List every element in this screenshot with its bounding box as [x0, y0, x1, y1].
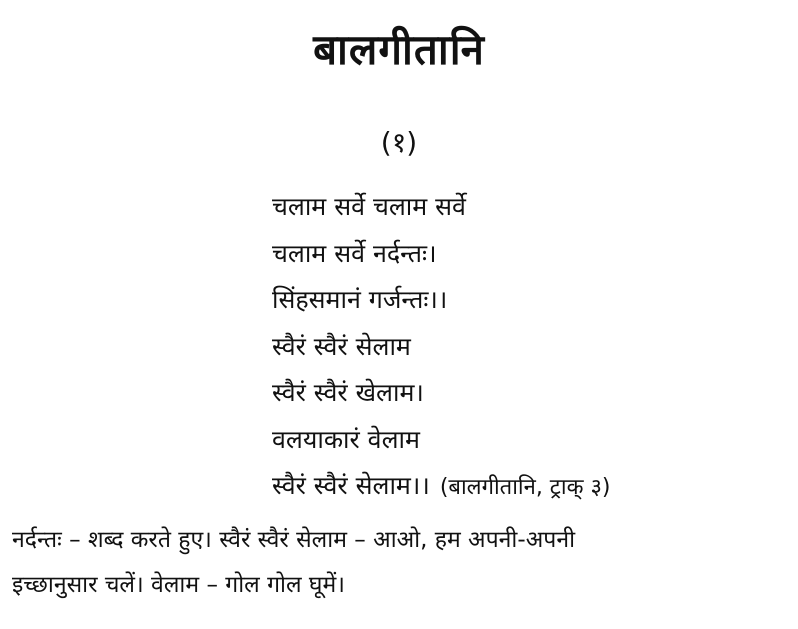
verse-line-text: सिंहसमानं गर्जन्तः।। [272, 285, 448, 314]
verse-block [272, 184, 611, 510]
verse-line-text: चलाम सर्वे चलाम सर्वे [272, 192, 466, 221]
verse-line-text: स्वैरं स्वैरं सेलाम [272, 331, 411, 361]
verse-line [272, 231, 611, 278]
verse-line [272, 277, 611, 324]
verse-line-text: चलाम सर्वे नर्दन्तः। [272, 238, 437, 268]
verse-line [272, 417, 611, 464]
verse-line-text: वलयाकारं वेलाम [272, 424, 420, 454]
verse-line-text: स्वैरं स्वैरं सेलाम।। [272, 471, 430, 500]
glossary-line: इच्छानुसार चलें। वेलाम – गोल गोल घूमें। [12, 572, 345, 598]
page-title: बालगीतानि [313, 25, 485, 74]
source-note: (बालगीतानि, ट्राक् ३) [439, 475, 611, 500]
glossary [12, 518, 792, 608]
verse-line-text: स्वैरं स्वैरं खेलाम। [272, 378, 424, 407]
poem-number: (१) [380, 126, 418, 159]
verse-line [272, 463, 611, 510]
glossary-line: नर्दन्तः – शब्द करते हुए। स्वैरं स्वैरं सेलाम – आओ, हम अपनी-अपनी [12, 527, 576, 553]
verse-line [272, 370, 611, 417]
verse-line [272, 324, 611, 371]
verse-line [272, 184, 611, 231]
